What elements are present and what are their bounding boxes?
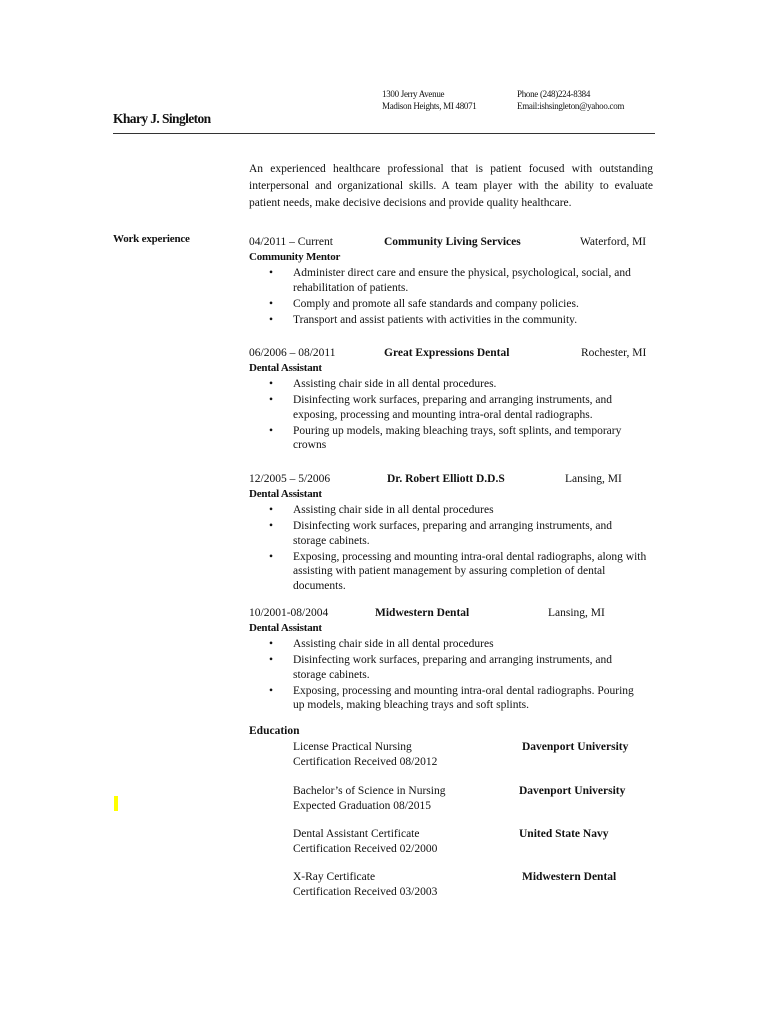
duty-item: • Exposing, processing and mounting intra-oral dental radiographs. Pouring up models, making bleaching trays and soft splints. — [249, 684, 648, 713]
duty-item: • Disinfecting work surfaces, preparing and arranging instruments, and storage cabinets. — [249, 653, 648, 682]
education-school: Midwestern Dental — [522, 871, 617, 883]
job-header — [249, 234, 669, 250]
job-entry — [249, 345, 669, 454]
duty-item: • Assisting chair side in all dental procedures — [249, 637, 648, 652]
duty-list — [249, 637, 669, 713]
header-divider — [113, 133, 655, 134]
address-line-2: Madison Heights, MI 48071 — [382, 100, 477, 111]
address-line-1: 1300 Jerry Avenue — [382, 89, 445, 99]
job-title: Dental Assistant — [249, 488, 322, 500]
job-location: Lansing, MI — [548, 607, 605, 619]
duty-list — [249, 266, 669, 327]
job-location: Lansing, MI — [565, 473, 622, 485]
job-entry — [249, 471, 669, 595]
duty-item: • Transport and assist patients with activities in the community. — [249, 313, 648, 328]
education-heading: Education — [249, 725, 300, 737]
duty-item: • Disinfecting work surfaces, preparing and arranging instruments, and exposing, processing and mounting intra-oral dental radiographs. — [249, 393, 648, 422]
job-entry — [249, 234, 669, 329]
job-title: Community Mentor — [249, 251, 341, 263]
education-entry — [293, 740, 673, 769]
education-entry — [293, 827, 673, 856]
job-title: Dental Assistant — [249, 362, 322, 374]
education-school: Davenport University — [519, 785, 626, 797]
job-title: Dental Assistant — [249, 622, 322, 634]
duty-item: • Disinfecting work surfaces, preparing and arranging instruments, and storage cabinets. — [249, 519, 648, 548]
duty-item: • Pouring up models, making bleaching trays, soft splints, and temporary crowns — [249, 424, 648, 453]
education-entry — [293, 784, 673, 813]
duty-item: • Administer direct care and ensure the physical, psychological, social, and rehabilitation of patients. — [249, 266, 648, 295]
education-detail: Certification Received 08/2012 — [293, 755, 438, 768]
duty-item: • Assisting chair side in all dental procedures — [249, 503, 648, 518]
education-program: X-Ray Certificate — [293, 871, 376, 883]
job-employer: Community Living Services — [384, 236, 521, 248]
job-employer: Dr. Robert Elliott D.D.S — [387, 473, 505, 485]
job-dates: 12/2005 – 5/2006 — [249, 473, 331, 485]
job-location: Rochester, MI — [581, 347, 647, 359]
duty-item: • Comply and promote all safe standards and company policies. — [249, 297, 648, 312]
job-entry — [249, 605, 669, 714]
job-header — [249, 605, 669, 621]
summary-paragraph: An experienced healthcare professional that is patient focused with outstanding interpersonal and organizational skills. A team player with the ability to evaluate patient needs, make decisive decisions and provide quality healthcare. — [249, 163, 653, 209]
job-dates: 10/2001-08/2004 — [249, 607, 329, 619]
education-program: Dental Assistant Certificate — [293, 828, 420, 840]
job-location: Waterford, MI — [580, 236, 647, 248]
resume-name: Khary J. Singleton — [113, 111, 211, 126]
job-employer: Great Expressions Dental — [384, 347, 510, 359]
education-program: License Practical Nursing — [293, 741, 412, 753]
email-address[interactable]: Email:ishsingleton@yahoo.com — [517, 100, 625, 111]
contact-block — [517, 89, 624, 112]
education-detail: Expected Graduation 08/2015 — [293, 799, 431, 812]
duty-item: • Exposing, processing and mounting intra-oral dental radiographs, along with assisting with patient management by assuring completion of dental documents. — [249, 550, 648, 594]
education-school: Davenport University — [522, 741, 629, 753]
job-dates: 04/2011 – Current — [249, 236, 333, 248]
duty-list — [249, 503, 669, 593]
phone-number: Phone (248)224-8384 — [517, 89, 591, 99]
education-program: Bachelor’s of Science in Nursing — [293, 785, 446, 797]
duty-list — [249, 377, 669, 453]
duty-item: • Assisting chair side in all dental procedures. — [249, 377, 648, 392]
job-header — [249, 471, 669, 487]
education-detail: Certification Received 03/2003 — [293, 885, 438, 898]
highlight-mark — [114, 796, 118, 811]
education-detail: Certification Received 02/2000 — [293, 842, 438, 855]
education-school: United State Navy — [519, 828, 609, 840]
work-experience-heading: Work experience — [113, 233, 190, 245]
address-block — [382, 89, 477, 112]
job-header — [249, 345, 669, 361]
job-employer: Midwestern Dental — [375, 607, 470, 619]
job-dates: 06/2006 – 08/2011 — [249, 347, 336, 359]
education-entry — [293, 870, 673, 899]
